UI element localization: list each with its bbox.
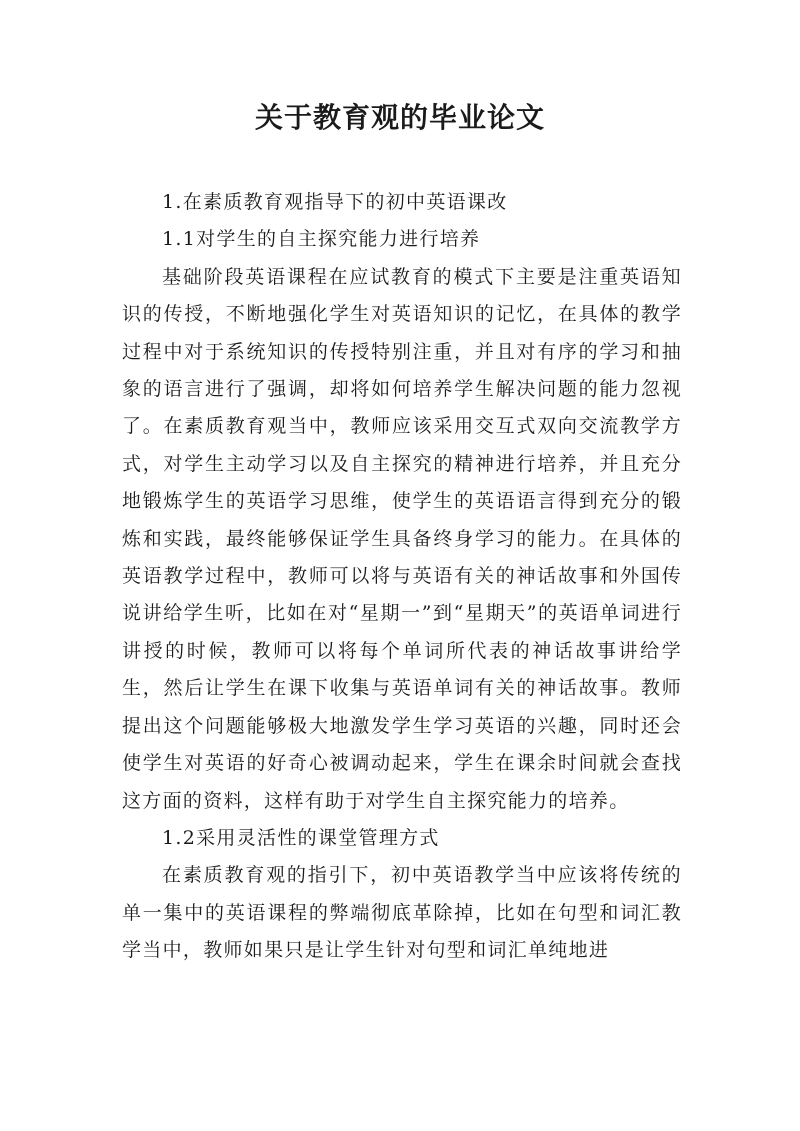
document-title: 关于教育观的毕业论文: [254, 101, 545, 134]
document-body: [122, 184, 682, 970]
body-paragraph-2: 在素质教育观的指引下，初中英语教学当中应该将传统的单一集中的英语课程的弊端彻底革除掉，比如在句型和词汇教学当中，教师如果只是让学生针对句型和词汇单纯地进: [122, 864, 682, 962]
section-heading-1: 1.在素质教育观指导下的初中英语课改: [162, 191, 508, 213]
section-heading-1-2: 1.2采用灵活性的课堂管理方式: [162, 826, 440, 849]
body-paragraph-1: 基础阶段英语课程在应试教育的模式下主要是注重英语知识的传授，不断地强化学生对英语知识的记忆，在具体的教学过程中对于系统知识的传授特别注重，并且对有序的学习和抽象的语言进行了强调，却将如何培养学生解决问题的能力忽视了。在素质教育观当中，教师应该采用交互式双向交流教学方式，对学生主动学习以及自主探究的精神进行培养，并且充分地锻炼学生的英语学习思维，使学生的英语语言得到充分的锻炼和实践，最终能够保证学生具备终身学习的能力。在具体的英语教学过程中，教师可以将与英语有关的神话故事和外国传说讲给学生听，比如在对“星期一”到“星期天”的英语单词进行讲授的时候，教师可以将每个单词所代表的神话故事讲给学生，然后让学生在课下收集与英语单词有关的神话故事。教师提出这个问题能够极大地激发学生学习英语的兴趣，同时还会使学生对英语的好奇心被调动起来，学生在课余时间就会查找这方面的资料，这样有助于对学生自主探究能力的培养。: [122, 265, 682, 812]
section-heading-1-1: 1.1对学生的自主探究能力进行培养: [162, 228, 481, 251]
